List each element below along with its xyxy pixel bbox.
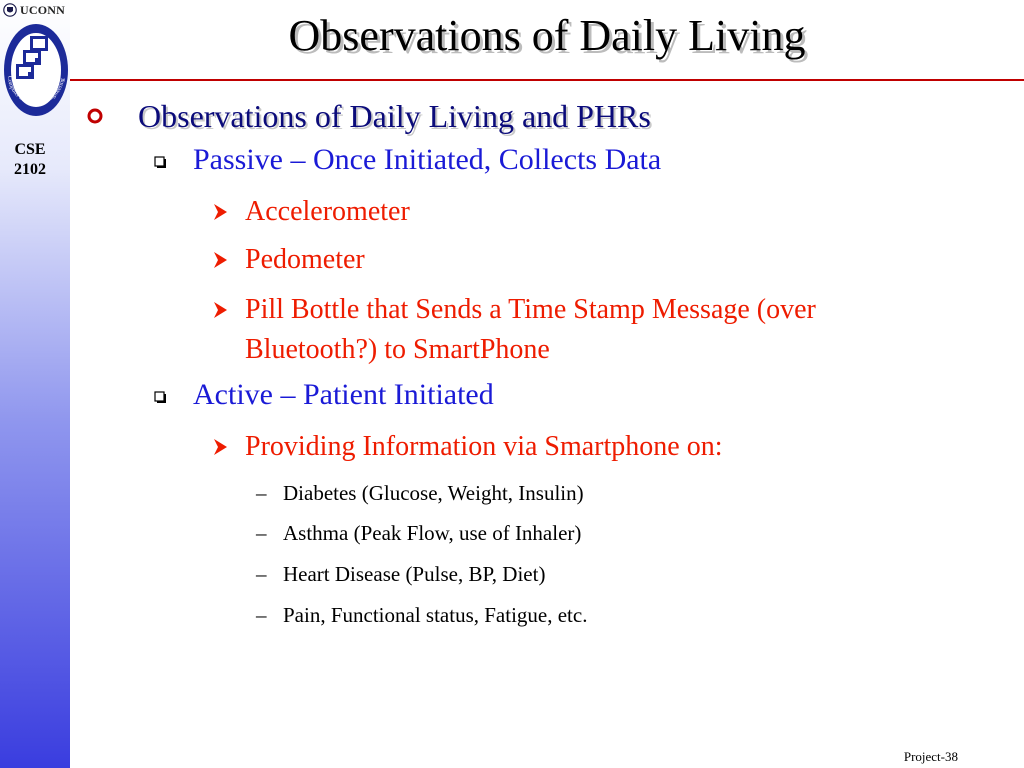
condition-row [256, 562, 545, 586]
course-code-line1: CSE [14, 141, 46, 158]
page-number: Project-38 [903, 749, 958, 764]
passive-item-row [212, 192, 410, 232]
pill-bottle-line2: Bluetooth?) to SmartPhone [245, 334, 550, 365]
passive-item-pill-bottle [245, 290, 816, 370]
arrow-bullet-icon [212, 301, 228, 319]
slide-heading: Observations of Daily Living and PHRs [138, 98, 651, 134]
department-logo [2, 20, 70, 128]
course-code [0, 140, 60, 180]
dash-marker: – [256, 521, 267, 545]
dash-marker: – [256, 603, 267, 627]
university-brand [3, 2, 65, 18]
arrow-bullet-icon [212, 251, 228, 269]
arrow-bullet-icon [212, 203, 228, 221]
arrow-bullet-icon [212, 438, 228, 456]
passive-item-row [212, 240, 365, 280]
passive-item-accelerometer: Accelerometer [245, 196, 410, 227]
condition-row [256, 603, 587, 627]
passive-item-pedometer: Pedometer [245, 244, 365, 275]
slide-title: Observations of Daily Living [288, 11, 806, 60]
heading-row [86, 98, 651, 134]
pill-bottle-line1: Pill Bottle that Sends a Time Stamp Message (over [245, 294, 816, 325]
box-bullet-icon [154, 156, 167, 169]
seal-icon [3, 3, 17, 17]
passive-item-row [212, 290, 816, 370]
ring-bullet-icon [86, 107, 104, 125]
condition-diabetes: Diabetes (Glucose, Weight, Insulin) [283, 481, 584, 505]
logo-ring-text: Computer Science and Engineering [5, 75, 66, 107]
condition-asthma: Asthma (Peak Flow, use of Inhaler) [283, 521, 582, 545]
active-item-smartphone: Providing Information via Smartphone on: [245, 431, 723, 462]
dash-marker: – [256, 562, 267, 586]
passive-row [154, 142, 661, 178]
condition-row [256, 521, 581, 545]
passive-label: Passive – Once Initiated, Collects Data [193, 143, 662, 176]
brand-text: UCONN [20, 2, 65, 17]
active-row [154, 377, 494, 413]
condition-pain: Pain, Functional status, Fatigue, etc. [283, 603, 588, 627]
active-item-row [212, 427, 723, 467]
box-bullet-icon [154, 391, 167, 404]
course-code-line2: 2102 [14, 161, 46, 178]
active-label: Active – Patient Initiated [193, 378, 494, 411]
title-divider [70, 79, 1024, 81]
condition-heart-disease: Heart Disease (Pulse, BP, Diet) [283, 562, 546, 586]
dash-marker: – [256, 481, 267, 505]
condition-row [256, 481, 584, 505]
sidebar [0, 0, 70, 768]
